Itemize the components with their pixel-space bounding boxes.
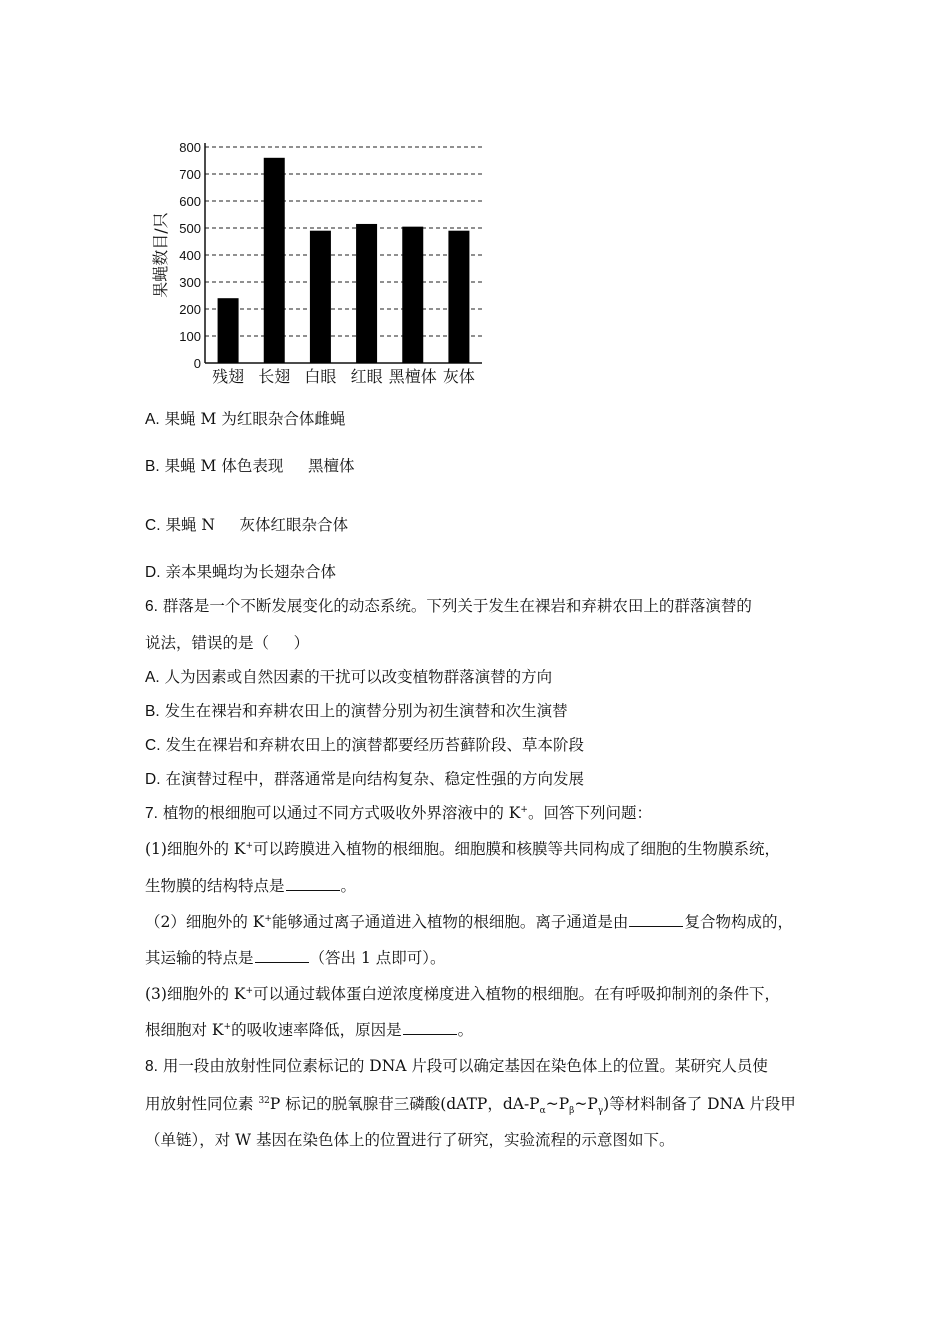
q7-part3-line2 xyxy=(145,1019,473,1041)
option-a xyxy=(145,408,345,431)
text: （答出 1 点即可）。 xyxy=(309,949,446,967)
text: ~P xyxy=(545,1095,570,1113)
answer-blank[interactable] xyxy=(403,1020,457,1035)
q7-part1-line2 xyxy=(145,875,356,897)
option-text: 发生在裸岩和弃耕农田上的演替分别为初生演替和次生演替 xyxy=(164,702,568,720)
q8-line3: （单链），对 W 基因在染色体上的位置进行了研究，实验流程的示意图如下。 xyxy=(145,1131,675,1149)
q6-stem-line2: 说法，错误的是（ ） xyxy=(145,634,310,652)
y-tick-label: 700 xyxy=(179,167,201,182)
q8-line2 xyxy=(145,1093,796,1115)
text: 可以跨膜进入植物的根细胞。细胞膜和核膜等共同构成了细胞的生物膜系统， xyxy=(253,840,781,858)
y-axis-title: 果蝇数目/只 xyxy=(151,212,170,298)
option-text: 人为因素或自然因素的干扰可以改变植物群落演替的方向 xyxy=(164,668,553,686)
subscript-beta: β xyxy=(569,1106,575,1117)
superscript-32: 32 xyxy=(258,1095,270,1106)
subscript-alpha: α xyxy=(539,1106,546,1117)
q6-option-c xyxy=(145,734,584,757)
text: 生物膜的结构特点是 xyxy=(145,877,285,895)
text: (3)细胞外的 K xyxy=(145,985,246,1003)
option-label: D. xyxy=(145,771,161,788)
answer-blank[interactable] xyxy=(286,876,340,891)
y-tick-label: 800 xyxy=(179,140,201,155)
q6-stem-line1 xyxy=(145,595,752,618)
q7-part1-line1 xyxy=(145,838,780,860)
q7-stem-text: 植物的根细胞可以通过不同方式吸收外界溶液中的 K xyxy=(162,804,521,822)
bar-chart xyxy=(145,130,490,395)
text: 可以通过载体蛋白逆浓度梯度进入植物的根细胞。在有呼吸抑制剂的条件下， xyxy=(253,985,781,1003)
bar xyxy=(402,227,423,363)
y-tick-label: 500 xyxy=(179,221,201,236)
text: 能够通过离子通道进入植物的根细胞。离子通道是由 xyxy=(271,913,629,931)
q6-option-a xyxy=(145,666,552,689)
y-tick-label: 200 xyxy=(179,302,201,317)
option-label: A. xyxy=(145,411,160,428)
option-label: D. xyxy=(145,564,161,581)
answer-blank[interactable] xyxy=(255,948,309,963)
y-tick-label: 100 xyxy=(179,329,201,344)
superscript-plus: + xyxy=(264,913,272,924)
subscript-gamma: γ xyxy=(597,1106,604,1117)
q7-part2-line2 xyxy=(145,947,445,969)
q6-stem-text1: 群落是一个不断发展变化的动态系统。下列关于发生在裸岩和弃耕农田上的群落演替的 xyxy=(162,597,752,615)
q6-option-b xyxy=(145,700,568,723)
q8-line1 xyxy=(145,1055,768,1078)
superscript-plus: + xyxy=(245,840,254,851)
question-number: 6. xyxy=(145,598,158,615)
chart-svg xyxy=(145,130,490,395)
q7-part2-line1 xyxy=(145,911,793,933)
text: 根细胞对 K xyxy=(145,1021,224,1039)
text: 用放射性同位素 xyxy=(145,1095,259,1113)
text: 的吸收速率降低，原因是 xyxy=(231,1021,402,1039)
q7-part3-line1 xyxy=(145,983,780,1005)
q6-option-d xyxy=(145,768,584,791)
answer-blank[interactable] xyxy=(629,912,683,927)
text: 。 xyxy=(457,1021,474,1039)
text: 用一段由放射性同位素标记的 DNA 片段可以确定基因在染色体上的位置。某研究人员使 xyxy=(162,1057,768,1075)
text: 。 xyxy=(340,877,357,895)
option-text: 果蝇 M 为红眼杂合体雌蝇 xyxy=(164,410,346,428)
bar xyxy=(264,158,285,363)
question-number: 7. xyxy=(145,805,158,822)
option-label: A. xyxy=(145,669,160,686)
bar xyxy=(448,231,469,363)
bar xyxy=(310,231,331,363)
q7-stem-tail: 。回答下列问题： xyxy=(527,804,652,822)
superscript-plus: + xyxy=(223,1021,232,1032)
option-label: B. xyxy=(145,703,160,720)
question-number: 8. xyxy=(145,1058,158,1075)
option-b xyxy=(145,455,354,478)
text: （2）细胞外的 K xyxy=(145,913,265,931)
y-tick-label: 600 xyxy=(179,194,201,209)
text: )等材料制备了 DNA 片段甲 xyxy=(603,1095,796,1113)
option-label: C. xyxy=(145,737,161,754)
text: 复合物构成的， xyxy=(684,913,793,931)
y-tick-label: 0 xyxy=(193,356,201,371)
text: ~P xyxy=(574,1095,598,1113)
bar xyxy=(218,298,239,363)
y-tick-label: 300 xyxy=(179,275,201,290)
option-text: 在演替过程中，群落通常是向结构复杂、稳定性强的方向发展 xyxy=(165,770,584,788)
x-category-label: 红眼 xyxy=(350,367,383,386)
q7-stem xyxy=(145,802,652,825)
option-c xyxy=(145,514,348,537)
option-d xyxy=(145,561,336,584)
x-category-label: 长翅 xyxy=(258,367,291,386)
option-text: 发生在裸岩和弃耕农田上的演替都要经历苔藓阶段、草本阶段 xyxy=(165,736,584,754)
option-text: 亲本果蝇均为长翅杂合体 xyxy=(165,563,336,581)
y-tick-label: 400 xyxy=(179,248,201,263)
text: (1)细胞外的 K xyxy=(145,840,246,858)
option-label: B. xyxy=(145,458,160,475)
x-category-label: 白眼 xyxy=(304,367,337,386)
bar xyxy=(356,224,377,363)
text: P 标记的脱氧腺苷三磷酸(dATP，dA-P xyxy=(269,1095,540,1113)
superscript-plus: + xyxy=(245,985,254,996)
text: 其运输的特点是 xyxy=(145,949,254,967)
superscript-plus: + xyxy=(520,804,528,815)
x-category-label: 残翅 xyxy=(212,367,245,386)
option-text: 果蝇 M 体色表现 黑檀体 xyxy=(164,457,355,475)
option-label: C. xyxy=(145,517,161,534)
x-category-label: 灰体 xyxy=(442,367,475,386)
option-text: 果蝇 N 灰体红眼杂合体 xyxy=(165,516,349,534)
x-category-label: 黑檀体 xyxy=(388,367,437,386)
